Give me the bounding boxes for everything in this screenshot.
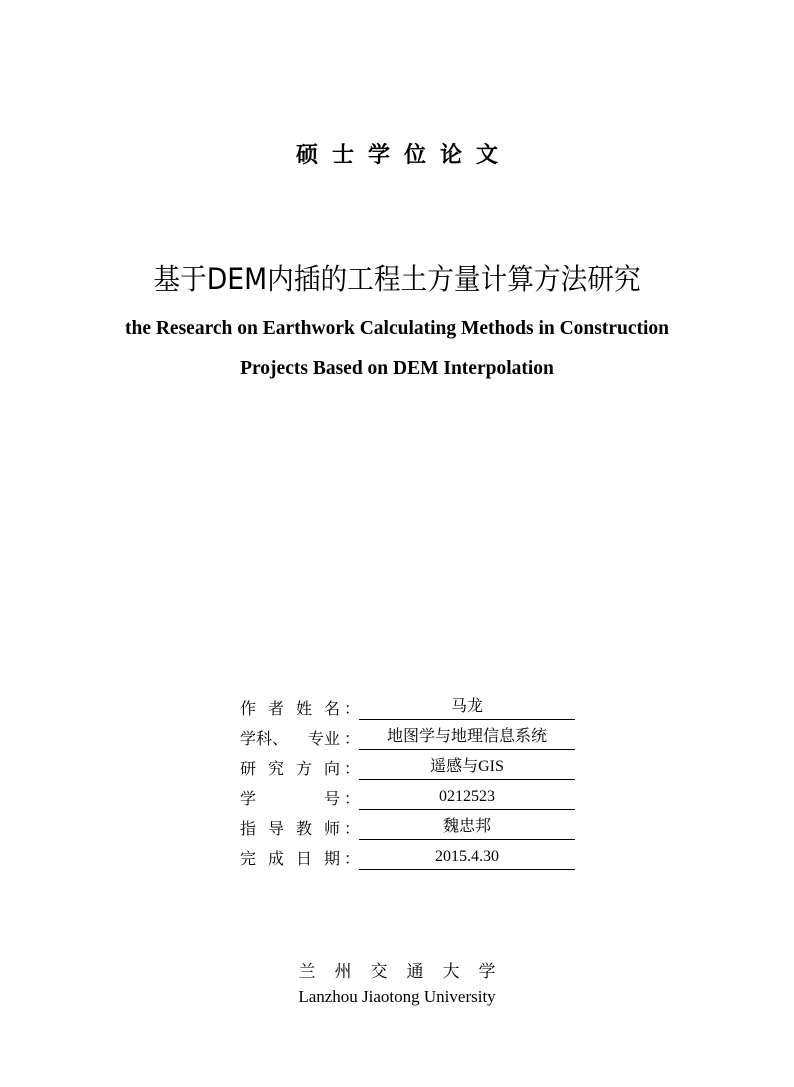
thesis-title-english xyxy=(60,309,734,389)
info-row-advisor xyxy=(240,814,580,844)
info-value-major: 地图学与地理信息系统 xyxy=(359,724,575,750)
info-label-research-direction: 研 究 方 向 ： xyxy=(240,759,361,778)
info-row-major xyxy=(240,724,580,754)
info-label-completion-date: 完 成 日 期 ： xyxy=(240,849,361,868)
info-row-research-direction xyxy=(240,754,580,784)
degree-type-heading: 硕士学位论文 xyxy=(295,142,512,168)
info-value-student-id: 0212523 xyxy=(359,784,575,810)
thesis-title-english-line-2: Projects Based on DEM Interpolation xyxy=(240,358,554,379)
info-value-advisor: 魏忠邦 xyxy=(359,814,575,840)
info-row-author xyxy=(240,694,580,724)
university-name-chinese: 兰州交通大学 xyxy=(298,962,515,982)
thesis-title-english-line-1: the Research on Earthwork Calculating Methods in Construction xyxy=(124,318,670,339)
info-value-research-direction: 遥感与GIS xyxy=(359,754,575,780)
author-info-block xyxy=(240,694,580,874)
info-label-major: 学科、 专业 ： xyxy=(240,729,361,748)
info-row-student-id xyxy=(240,784,580,814)
info-value-author: 马龙 xyxy=(359,694,575,720)
info-label-student-id: 学 号 ： xyxy=(240,789,361,808)
info-row-completion-date xyxy=(240,844,580,874)
thesis-title-chinese: 基于DEM内插的工程土方量计算方法研究 xyxy=(153,262,641,296)
info-label-author: 作 者 姓 名 ： xyxy=(240,699,361,718)
university-name-english: Lanzhou Jiaotong University xyxy=(298,987,496,1006)
info-label-advisor: 指 导 教 师 ： xyxy=(240,819,361,838)
info-value-completion-date: 2015.4.30 xyxy=(359,844,575,870)
